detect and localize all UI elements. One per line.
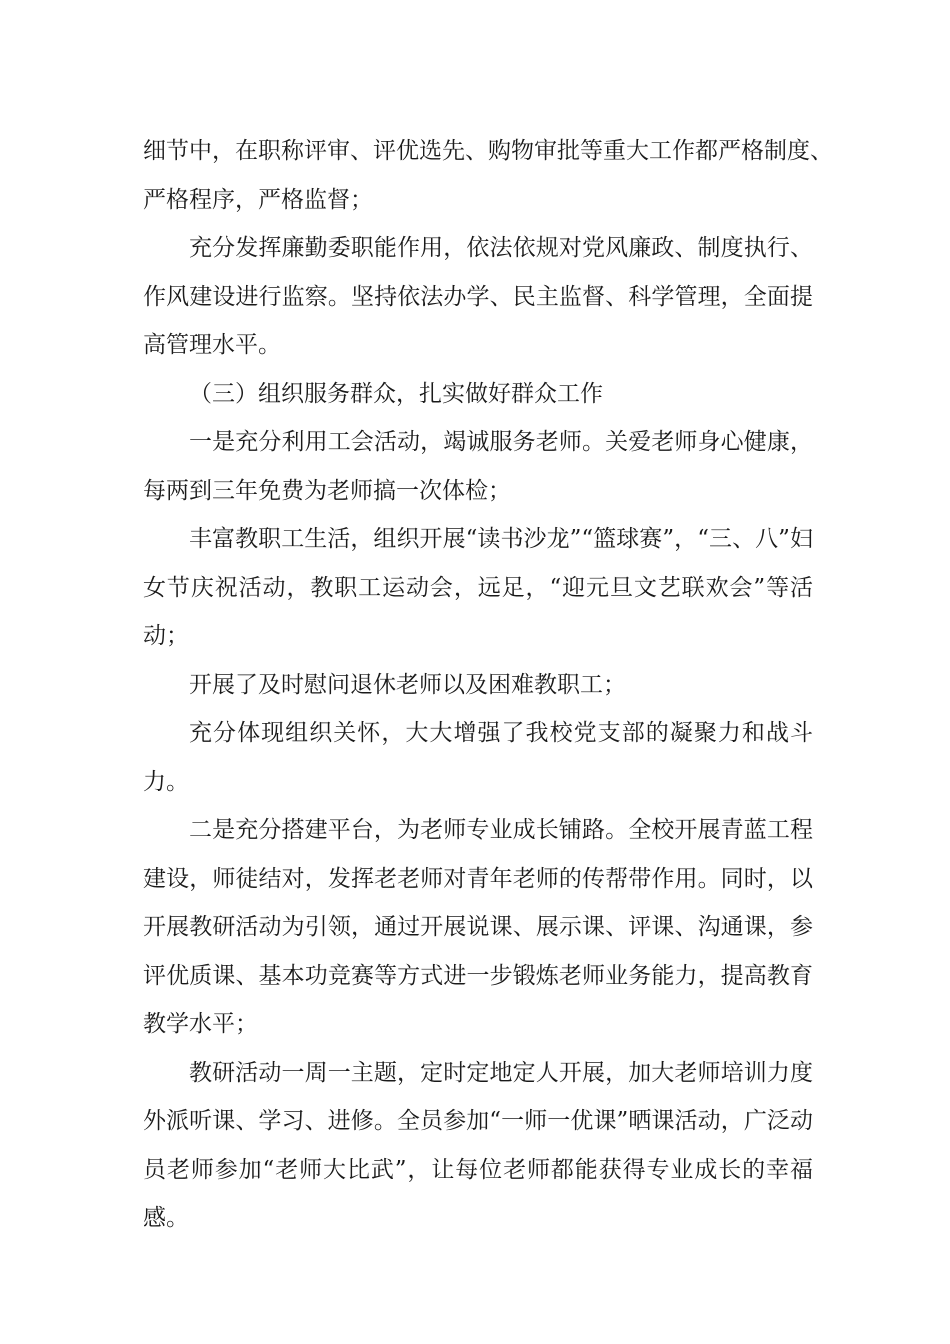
paragraph: 充分发挥廉勤委职能作用，依法依规对党风廉政、制度执行、作风建设进行监察。坚持依法办学、民主监督、科学管理，全面提高管理水平。 xyxy=(143,235,813,358)
paragraph: 充分体现组织关怀，大大增强了我校党支部的凝聚力和战斗力。 xyxy=(143,720,813,795)
paragraph: 丰富教职工生活，组织开展“读书沙龙”“篮球赛”，“三、八”妇女节庆祝活动，教职工运动会，远足，“迎元旦文艺联欢会”等活动； xyxy=(143,526,813,649)
paragraph: 开展了及时慰问退休老师以及困难教职工； xyxy=(189,671,626,698)
paragraph: 教研活动一周一主题，定时定地定人开展，加大老师培训力度外派听课、学习、进修。全员参加“一师一优课”晒课活动，广泛动员老师参加“老师大比武”，让每位老师都能获得专业成长的幸福感。 xyxy=(143,1059,813,1231)
document-body xyxy=(143,127,833,1243)
paragraph: 细节中，在职称评审、评优选先、购物审批等重大工作都严格制度、严格程序，严格监督； xyxy=(143,138,833,213)
paragraph: 一是充分利用工会活动，竭诚服务老师。关爱老师身心健康，每两到三年免费为老师搞一次体检； xyxy=(143,429,813,504)
paragraph: 二是充分搭建平台，为老师专业成长铺路。全校开展青蓝工程建设，师徒结对，发挥老老师对青年老师的传帮带作用。同时，以开展教研活动为引领，通过开展说课、展示课、评课、沟通课，参评优质课、基本功竞赛等方式进一步锻炼老师业务能力，提高教育教学水平； xyxy=(143,817,813,1037)
section-heading: （三）组织服务群众，扎实做好群众工作 xyxy=(189,380,603,407)
